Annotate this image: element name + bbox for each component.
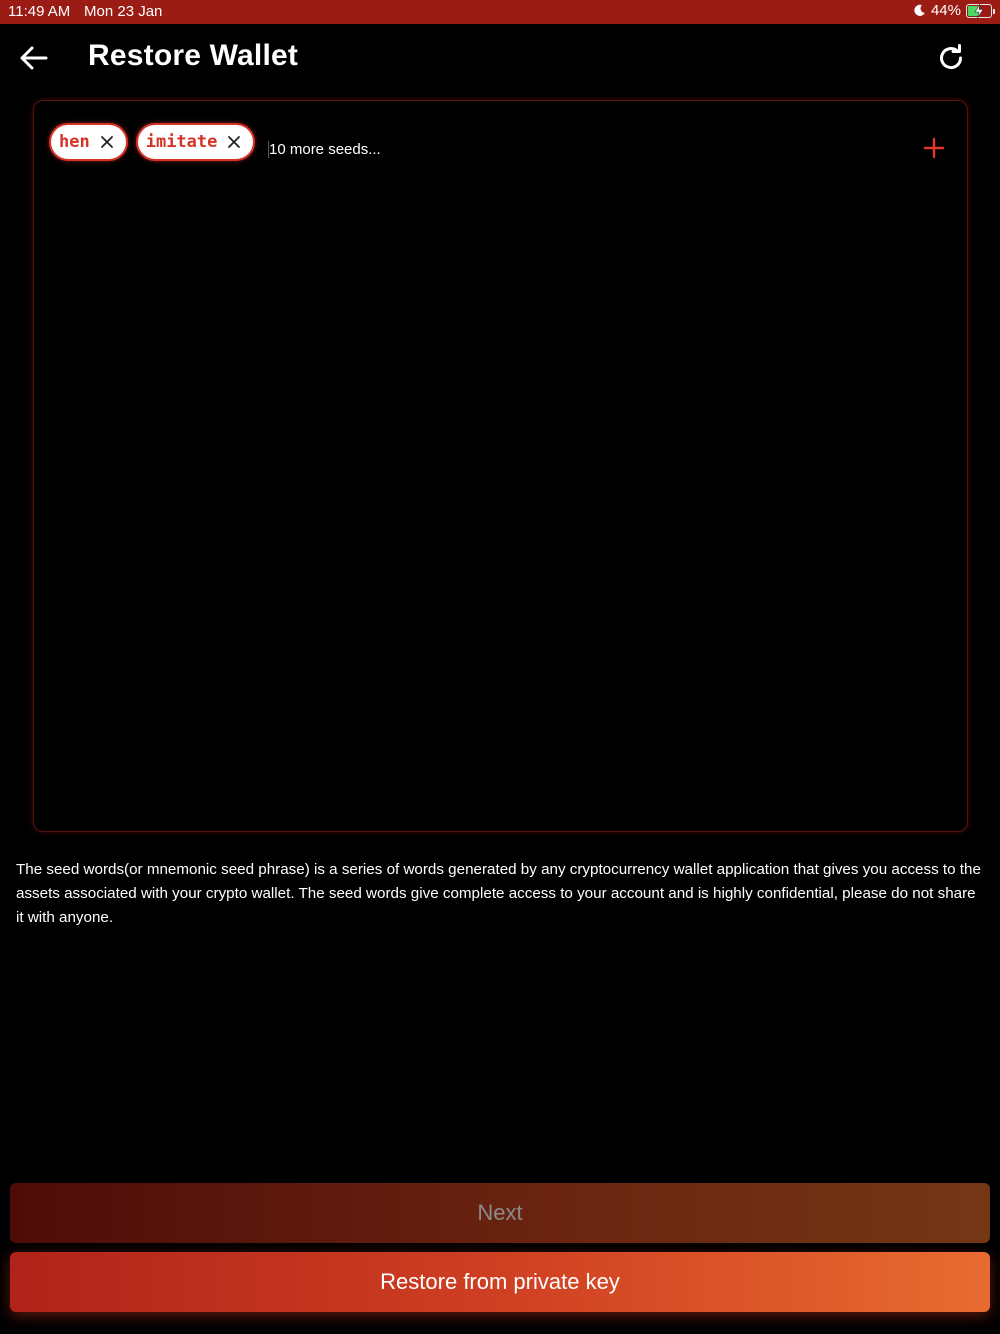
back-button[interactable] <box>18 44 50 72</box>
add-seed-button[interactable] <box>923 137 945 159</box>
status-time: 11:49 AM <box>8 3 71 20</box>
app-header <box>0 24 1000 94</box>
battery-percent: 44% <box>930 2 961 19</box>
seed-chip-word: imitate <box>145 132 218 152</box>
restore-private-key-button[interactable]: Restore from private key <box>10 1252 990 1312</box>
seed-input-box[interactable] <box>33 100 968 832</box>
status-right <box>913 2 992 19</box>
refresh-icon <box>936 43 966 73</box>
seed-input-placeholder[interactable]: 10 more seeds... <box>269 141 381 158</box>
refresh-button[interactable] <box>936 43 966 73</box>
arrow-left-icon <box>18 44 50 72</box>
plus-icon <box>923 137 945 159</box>
page-title: Restore Wallet <box>88 39 299 72</box>
seed-chip[interactable] <box>49 123 128 161</box>
seed-chip-word: hen <box>59 132 90 152</box>
close-icon[interactable] <box>100 135 114 149</box>
close-icon[interactable] <box>227 135 241 149</box>
status-date: Mon 23 Jan <box>84 3 163 20</box>
status-bar <box>0 0 1000 24</box>
seed-chip[interactable] <box>136 123 256 161</box>
moon-icon <box>913 4 926 17</box>
next-button[interactable]: Next <box>10 1183 990 1243</box>
seed-chips <box>49 123 255 161</box>
seed-description: The seed words(or mnemonic seed phrase) is a series of words generated by any cryptocurrency wallet application that gives you access to the assets associated with your crypto wallet. The seed words give complete access to your account and is highly confidential, please do not share it with anyone. <box>16 861 981 926</box>
battery-charging-icon <box>966 4 992 18</box>
